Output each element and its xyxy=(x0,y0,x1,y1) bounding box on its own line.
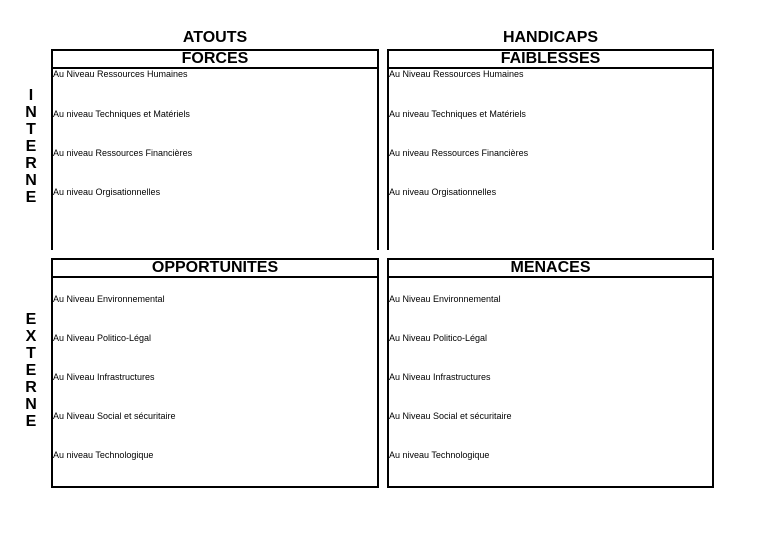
forces-item: Au niveau Techniques et Matériels xyxy=(53,109,190,119)
interne-letter: R xyxy=(25,155,37,172)
forces-title: FORCES xyxy=(53,51,377,69)
externe-letter: N xyxy=(25,396,37,413)
forces-item: Au Niveau Ressources Humaines xyxy=(53,69,188,79)
interne-label xyxy=(22,87,40,206)
externe-label xyxy=(22,311,40,430)
externe-letter: T xyxy=(26,345,36,362)
interne-letter: N xyxy=(25,104,37,121)
faiblesses-item: Au niveau Techniques et Matériels xyxy=(389,109,526,119)
menaces-item: Au Niveau Environnemental xyxy=(389,294,501,304)
atouts-header: ATOUTS xyxy=(182,29,248,46)
faiblesses-box xyxy=(387,49,714,250)
opportunites-item: Au Niveau Infrastructures xyxy=(53,372,155,382)
opportunites-item: Au niveau Technologique xyxy=(53,450,154,460)
externe-letter: E xyxy=(25,413,37,430)
externe-letter: E xyxy=(25,362,37,379)
faiblesses-title: FAIBLESSES xyxy=(389,51,712,69)
menaces-item: Au niveau Technologique xyxy=(389,450,490,460)
externe-letter: E xyxy=(25,311,37,328)
menaces-item: Au Niveau Social et sécuritaire xyxy=(389,411,512,421)
forces-item: Au niveau Ressources Financières xyxy=(53,148,193,158)
interne-letter: E xyxy=(25,138,37,155)
interne-letter: T xyxy=(26,121,36,138)
menaces-box xyxy=(387,258,714,488)
interne-letter: N xyxy=(25,172,37,189)
menaces-item: Au Niveau Politico-Légal xyxy=(389,333,488,343)
opportunites-title: OPPORTUNITES xyxy=(53,260,377,278)
forces-box xyxy=(51,49,379,250)
opportunites-item: Au Niveau Politico-Légal xyxy=(53,333,152,343)
opportunites-box xyxy=(51,258,379,488)
menaces-item: Au Niveau Infrastructures xyxy=(389,372,491,382)
faiblesses-item: Au Niveau Ressources Humaines xyxy=(389,69,524,79)
menaces-title: MENACES xyxy=(389,260,712,278)
externe-letter: X xyxy=(25,328,37,345)
opportunites-item: Au Niveau Social et sécuritaire xyxy=(53,411,176,421)
handicaps-header: HANDICAPS xyxy=(502,29,599,46)
faiblesses-item: Au niveau Orgisationnelles xyxy=(389,187,497,197)
interne-letter: E xyxy=(25,189,37,206)
opportunites-item: Au Niveau Environnemental xyxy=(53,294,165,304)
externe-letter: R xyxy=(25,379,37,396)
faiblesses-item: Au niveau Ressources Financières xyxy=(389,148,529,158)
interne-letter: I xyxy=(28,87,34,104)
forces-item: Au niveau Orgisationnelles xyxy=(53,187,161,197)
